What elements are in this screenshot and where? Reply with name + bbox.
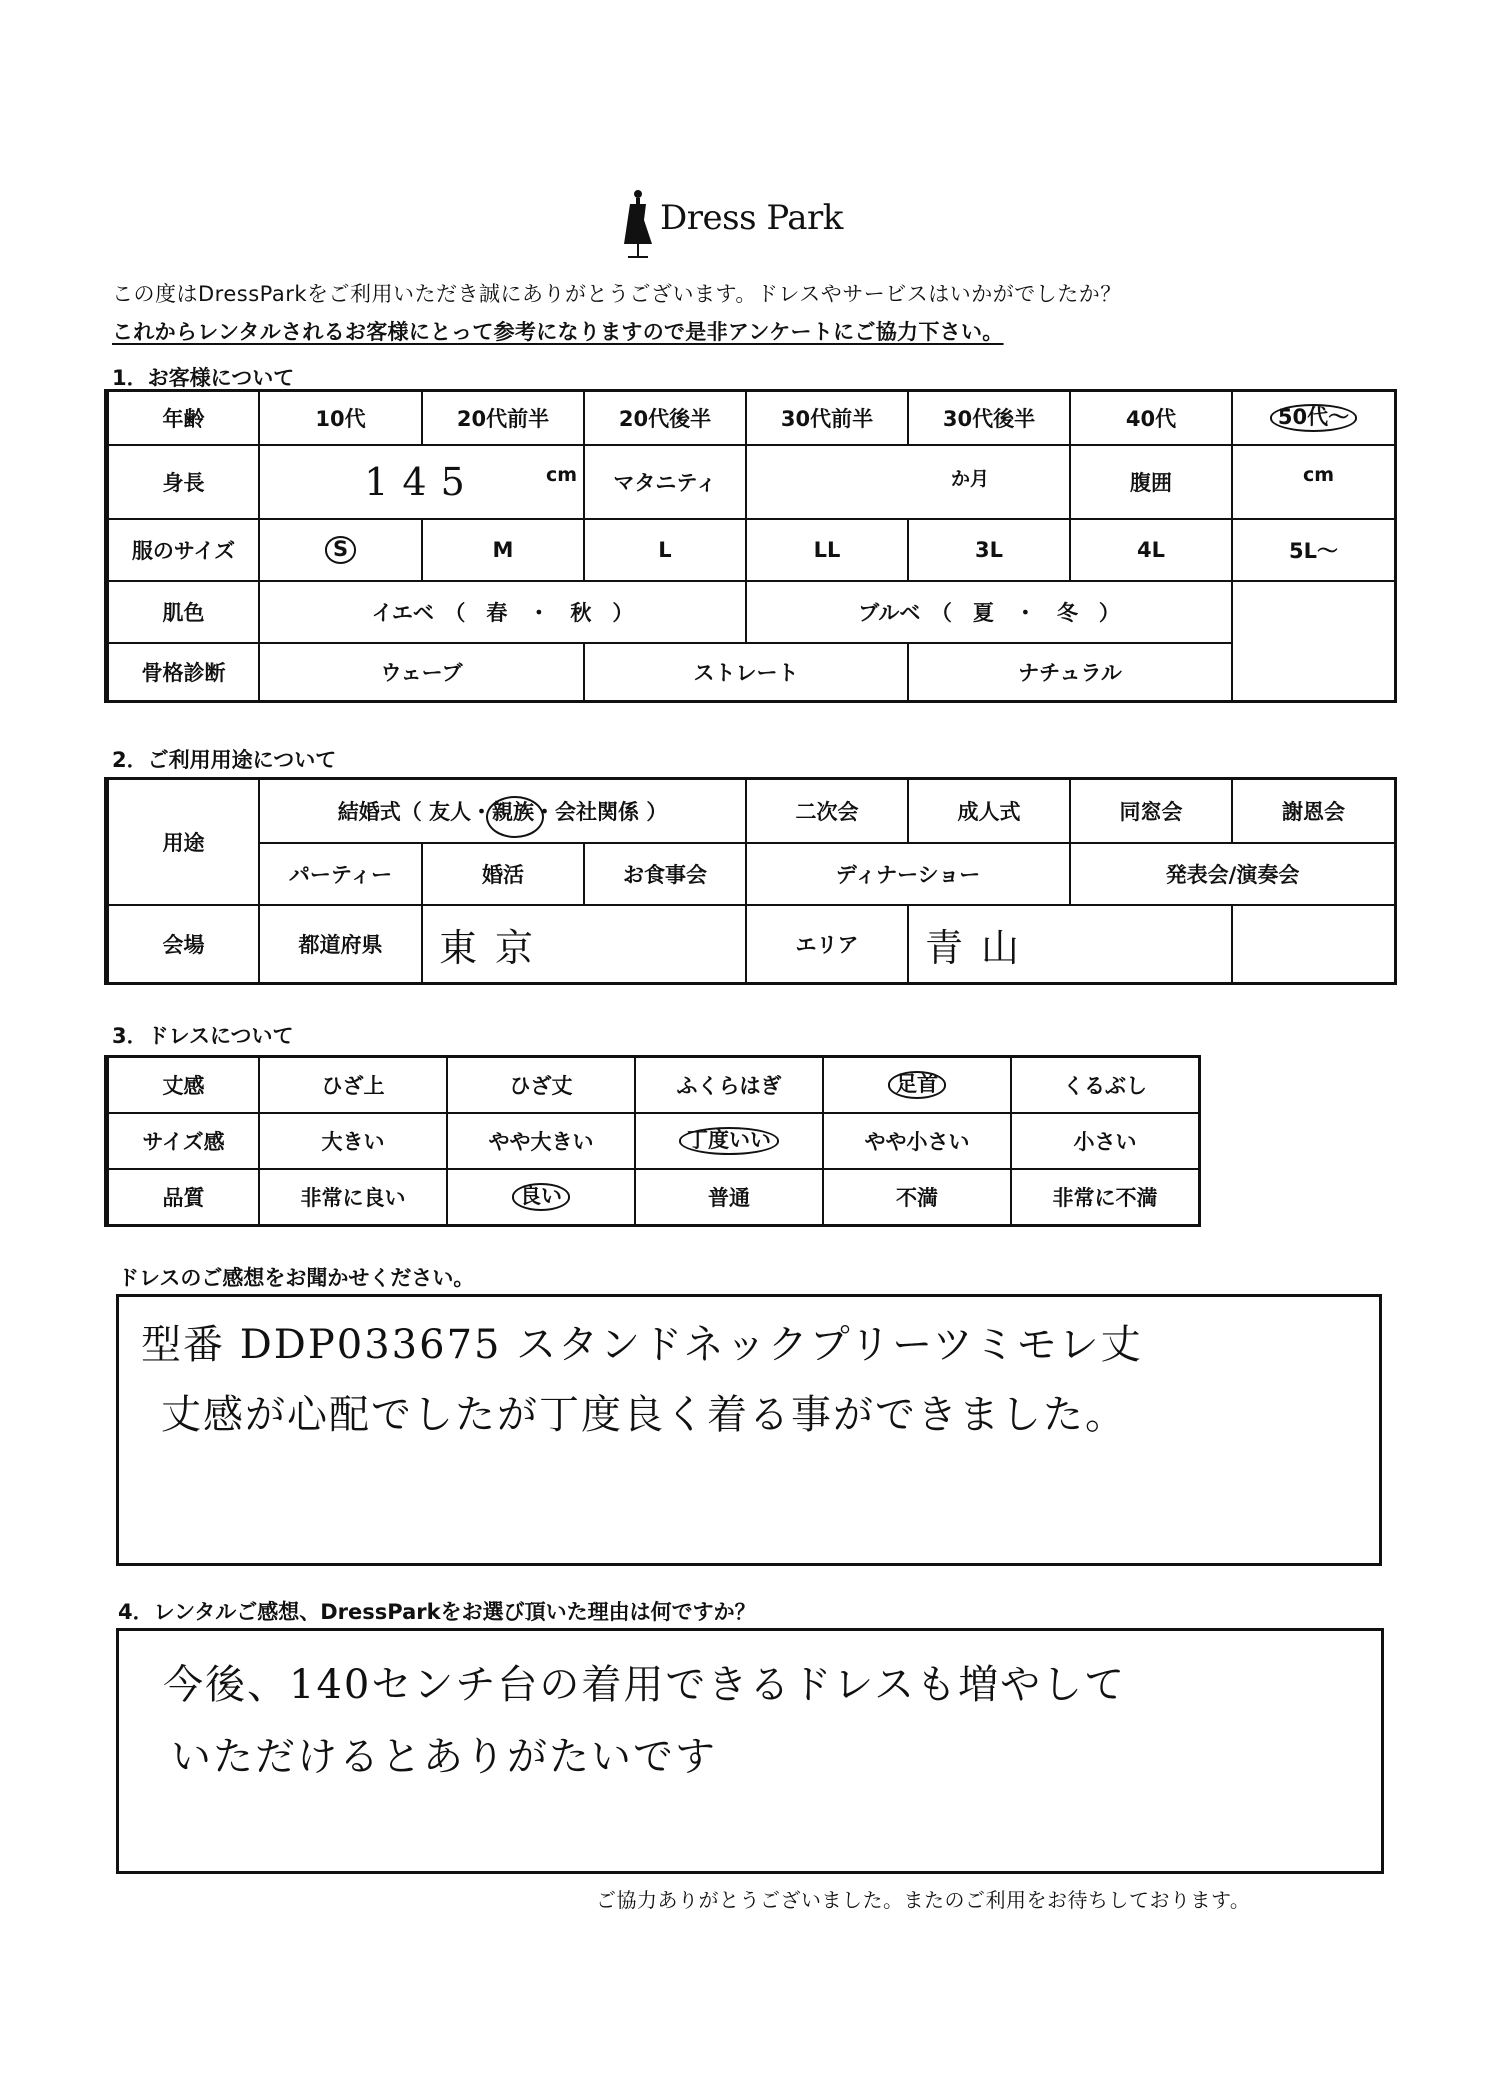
maternity-label: マタニティ [584, 445, 746, 519]
waist-label: 腹囲 [1070, 445, 1232, 519]
quality-option[interactable]: 非常に良い [259, 1169, 447, 1225]
fit-label: サイズ感 [107, 1113, 259, 1169]
size-option[interactable]: 3L [908, 519, 1070, 581]
length-option[interactable]: ひざ丈 [447, 1057, 635, 1113]
answer-line-1: 今後、140センチ台の着用できるドレスも増やして [163, 1662, 1127, 1708]
waist-unit: cm [1302, 464, 1334, 486]
comment-prompt: ドレスのご感想をお聞かせください。 [118, 1266, 475, 1290]
purpose-option[interactable]: 二次会 [746, 779, 908, 843]
height-row [107, 445, 1395, 519]
fit-option[interactable]: 小さい [1011, 1113, 1199, 1169]
size-option[interactable]: LL [746, 519, 908, 581]
dress-icon [620, 188, 656, 262]
frame-option[interactable]: ナチュラル [908, 643, 1232, 701]
purpose-option[interactable]: パーティー [259, 843, 422, 905]
frame-option[interactable]: ストレート [584, 643, 908, 701]
customer-table [105, 390, 1396, 702]
skin-row-spacer [1232, 581, 1395, 643]
pref-label: 都道府県 [259, 905, 422, 983]
wedding-option[interactable]: 結婚式（ 友人・親族・会社関係 ） [259, 779, 746, 843]
age-selected-mark: 50代～ [1270, 404, 1357, 431]
area-label: エリア [746, 905, 908, 983]
age-option-selected[interactable] [1232, 391, 1395, 445]
venue-label: 会場 [107, 905, 259, 983]
skin-yellow-option[interactable]: イエベ （ 春 ・ 秋 ） [259, 581, 746, 643]
quality-selected-mark: 良い [512, 1183, 570, 1210]
purpose-option[interactable]: 謝恩会 [1232, 779, 1395, 843]
height-label: 身長 [107, 445, 259, 519]
intro-request: これからレンタルされるお客様にとって参考になりますので是非アンケートにご協力下さい。 [112, 320, 1004, 344]
area-value: 青山 [925, 925, 1038, 970]
comment-line-2: 丈感が心配でしたが丁度良く着る事ができました。 [161, 1392, 1127, 1438]
purpose-row-1 [107, 779, 1395, 843]
age-option[interactable]: 20代後半 [584, 391, 746, 445]
brand-logo [620, 188, 860, 262]
venue-row [107, 905, 1395, 983]
skin-blue-option[interactable]: ブルベ （ 夏 ・ 冬 ） [746, 581, 1232, 643]
brand-name: Dress Park [660, 198, 843, 238]
fit-option-selected[interactable] [635, 1113, 823, 1169]
quality-option[interactable]: 普通 [635, 1169, 823, 1225]
length-row [107, 1057, 1199, 1113]
purpose-option[interactable]: 発表会/演奏会 [1070, 843, 1395, 905]
age-option[interactable]: 40代 [1070, 391, 1232, 445]
size-label: 服のサイズ [107, 519, 259, 581]
quality-option[interactable]: 不満 [823, 1169, 1011, 1225]
footer-thanks: ご協力ありがとうございました。またのご利用をお待ちしております。 [596, 1888, 1251, 1912]
comment-line-1: 型番 DDP033675 スタンドネックプリーツミモレ丈 [141, 1322, 1143, 1368]
quality-option-selected[interactable] [447, 1169, 635, 1225]
length-selected-mark: 足首 [888, 1071, 946, 1098]
length-option-selected[interactable] [823, 1057, 1011, 1113]
length-label: 丈感 [107, 1057, 259, 1113]
venue-row-spacer [1232, 905, 1395, 983]
quality-row [107, 1169, 1199, 1225]
age-option[interactable]: 30代前半 [746, 391, 908, 445]
age-option[interactable]: 10代 [259, 391, 422, 445]
dress-table [105, 1056, 1200, 1226]
length-option[interactable]: ひざ上 [259, 1057, 447, 1113]
usage-table [105, 778, 1396, 984]
section1-title: 1．お客様について [112, 366, 295, 390]
fit-row [107, 1113, 1199, 1169]
frame-option[interactable]: ウェーブ [259, 643, 584, 701]
wedding-selected-mark [486, 796, 544, 838]
purpose-option[interactable]: 成人式 [908, 779, 1070, 843]
section2-title: 2．ご利用用途について [112, 748, 337, 772]
purpose-option[interactable]: ディナーショー [746, 843, 1070, 905]
section3-title: 3．ドレスについて [112, 1024, 294, 1048]
age-row [107, 391, 1395, 445]
size-option-selected[interactable] [259, 519, 422, 581]
height-field[interactable] [259, 445, 584, 519]
rental-comment-box[interactable] [116, 1628, 1384, 1874]
pref-value: 東京 [439, 925, 552, 970]
size-option[interactable]: L [584, 519, 746, 581]
dress-comment-box[interactable] [116, 1294, 1382, 1566]
age-label: 年齢 [107, 391, 259, 445]
area-field[interactable] [908, 905, 1232, 983]
fit-selected-mark: 丁度いい [679, 1127, 779, 1154]
purpose-option[interactable]: 婚活 [422, 843, 584, 905]
fit-option[interactable]: やや大きい [447, 1113, 635, 1169]
maternity-unit: か月 [950, 468, 989, 490]
quality-option[interactable]: 非常に不満 [1011, 1169, 1199, 1225]
quality-label: 品質 [107, 1169, 259, 1225]
answer-line-2: いただけるとありがたいです [171, 1734, 717, 1780]
size-option[interactable]: 5L～ [1232, 519, 1395, 581]
frame-row-spacer [1232, 643, 1395, 701]
height-unit: cm [545, 464, 577, 486]
height-value: 145 [364, 460, 479, 504]
purpose-row-2 [107, 843, 1395, 905]
waist-field[interactable] [1232, 445, 1395, 519]
skin-row [107, 581, 1395, 643]
fit-option[interactable]: やや小さい [823, 1113, 1011, 1169]
length-option[interactable]: ふくらはぎ [635, 1057, 823, 1113]
frame-row [107, 643, 1395, 701]
fit-option[interactable]: 大きい [259, 1113, 447, 1169]
size-row [107, 519, 1395, 581]
skin-label: 肌色 [107, 581, 259, 643]
age-option[interactable]: 30代後半 [908, 391, 1070, 445]
purpose-label: 用途 [107, 779, 259, 905]
purpose-option[interactable]: 同窓会 [1070, 779, 1232, 843]
section4-title: 4．レンタルご感想、DressParkをお選び頂いた理由は何ですか？ [118, 1600, 756, 1624]
maternity-field[interactable] [746, 445, 1070, 519]
frame-label: 骨格診断 [107, 643, 259, 701]
age-option[interactable]: 20代前半 [422, 391, 584, 445]
size-option[interactable]: 4L [1070, 519, 1232, 581]
intro-text: この度はDressParkをご利用いただき誠にありがとうございます。ドレスやサービスはいかがでしたか？ [112, 282, 1122, 306]
purpose-option[interactable]: お食事会 [584, 843, 746, 905]
size-selected-mark: S [325, 536, 356, 563]
size-option[interactable]: M [422, 519, 584, 581]
length-option[interactable]: くるぶし [1011, 1057, 1199, 1113]
pref-field[interactable] [422, 905, 746, 983]
